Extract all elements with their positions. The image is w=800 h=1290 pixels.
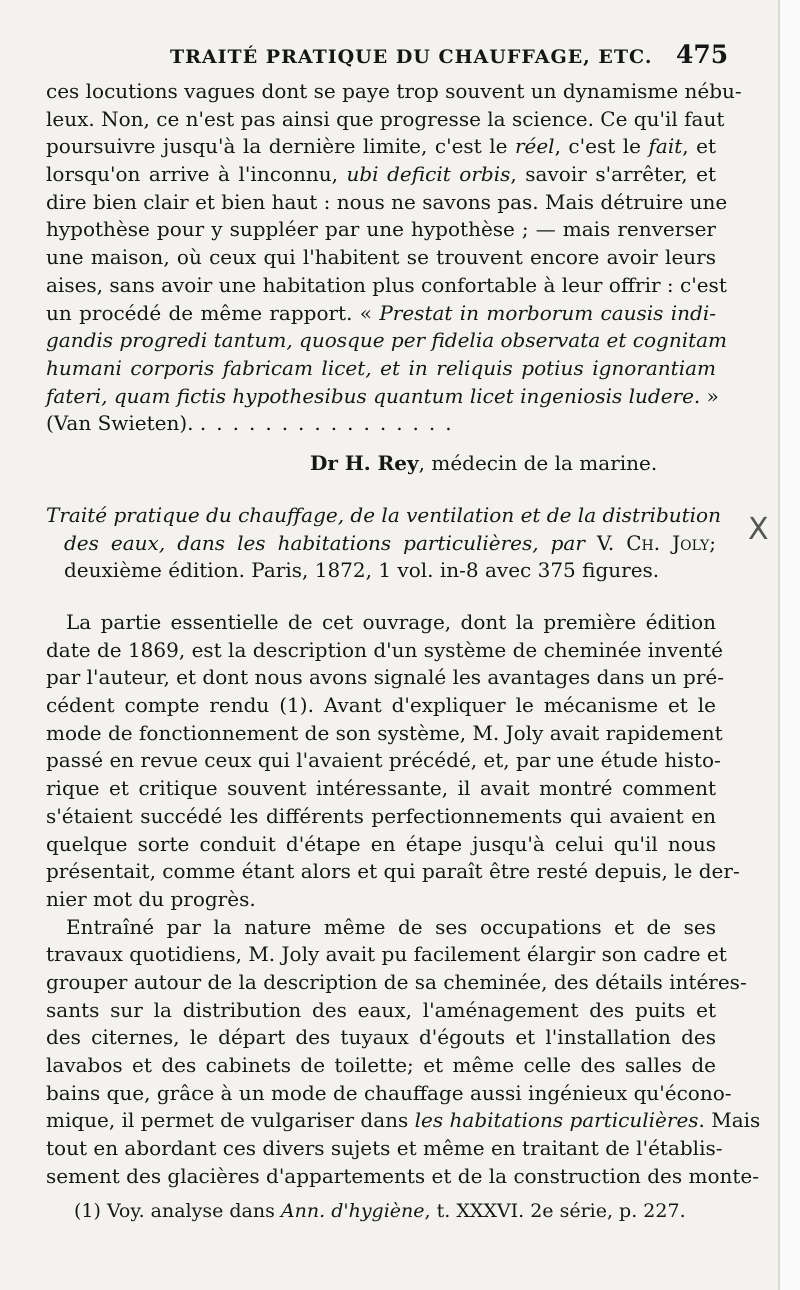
text-line: passé en revue ceux qui l'avaient précédé, et, par une étude histo- <box>46 748 721 773</box>
paragraph <box>46 914 761 1191</box>
book-edition: deuxième édition. Paris, 1872, 1 vol. in-8 avec 375 figures. <box>64 558 660 583</box>
italic-term: réel <box>514 134 555 159</box>
book-author: V. Ch. Joly <box>596 530 710 555</box>
italic-latin: ubi deficit orbis <box>346 162 511 187</box>
italic-term: les habitations particulières <box>414 1108 699 1133</box>
text-line: des citernes, le départ des tuyaux d'égouts et l'installation des <box>46 1025 716 1050</box>
text-line: mode de fonctionnement de son système, M. Joly avait rapidement <box>46 720 723 745</box>
text-line: travaux quotidiens, M. Joly avait pu facilement élargir son cadre et <box>46 942 727 967</box>
text-line: mique, il permet de vulgariser dans les habitations particulières. Mais <box>46 1108 761 1133</box>
journal-name: Ann. d'hygiène <box>280 1200 425 1222</box>
footnote: (1) Voy. analyse dans Ann. d'hygiène, t. XXXVI. 2e série, p. 227. <box>74 1200 686 1222</box>
running-title: TRAITÉ PRATIQUE DU CHAUFFAGE, ETC. <box>170 46 653 68</box>
text-line: aises, sans avoir une habitation plus confortable à leur offrir : c'est <box>46 272 727 297</box>
text-line: Entraîné par la nature même de ses occupations et de ses <box>66 914 716 939</box>
text-line: par l'auteur, et dont nous avons signalé les avantages dans un pré- <box>46 665 724 690</box>
text-line: date de 1869, est la description d'un système de cheminée inventé <box>46 637 723 662</box>
preceding-text <box>46 78 742 438</box>
book-title: Traité pratique du chauffage, de la ventilation et de la distribution <box>46 502 721 527</box>
book-title: des eaux, dans les habitations particulières, par V. Ch. Joly; <box>64 530 716 555</box>
text-line: sants sur la distribution des eaux, l'aménagement des puits et <box>46 997 716 1022</box>
italic-term: fait <box>648 134 683 159</box>
text-line: nier mot du progrès. <box>46 886 256 911</box>
text-line: poursuivre jusqu'à la dernière limite, c'est le réel, c'est le fait, et <box>46 134 716 159</box>
text-line: quelque sorte conduit d'étape en étape jusqu'à celui qu'il nous <box>46 831 716 856</box>
text-line: La partie essentielle de cet ouvrage, dont la première édition <box>66 610 716 634</box>
text-line: présentait, comme étant alors et qui paraît être resté depuis, le der- <box>46 859 740 884</box>
text-line: rique et critique souvent intéressante, il avait montré comment <box>46 776 716 801</box>
text-line: tout en abordant ces divers sujets et même en traitant de l'établis- <box>46 1136 723 1161</box>
page-number: 475 <box>676 40 729 69</box>
text-line: une maison, où ceux qui l'habitent se trouvent encore avoir leurs <box>46 245 716 270</box>
margin-cross-mark: X <box>748 512 769 547</box>
text-line: grouper autour de la description de sa cheminée, des détails intéres- <box>46 969 747 994</box>
text-line: lorsqu'on arrive à l'inconnu, ubi deficit orbis, savoir s'arrêter, et <box>46 162 716 187</box>
author-title: , médecin de la marine. <box>418 450 658 475</box>
text-line: lavabos et des cabinets de toilette; et même celle des salles de <box>46 1053 716 1077</box>
citation-line <box>46 410 716 438</box>
text-line: cédent compte rendu (1). Avant d'expliquer le mécanisme et le <box>46 693 716 718</box>
scan-margin <box>780 0 800 1290</box>
citation: (Van Swieten). <box>46 411 194 436</box>
text-line: sement des glacières d'appartements et de la construction des monte- <box>46 1163 759 1188</box>
text-line: un procédé de même rapport. « Prestat in morborum causis indi- <box>46 300 716 325</box>
text-line: bains que, grâce à un mode de chauffage aussi ingénieux qu'écono- <box>46 1080 732 1105</box>
book-reference <box>46 502 721 585</box>
page-text <box>46 78 761 1190</box>
paragraph <box>46 609 740 914</box>
latin-quote-line: humani corporis fabricam licet, et in reliquis potius ignorantiam <box>46 355 716 380</box>
text-line: s'étaient succédé les différents perfectionnements qui avaient en <box>46 803 716 828</box>
page-header <box>0 40 780 76</box>
text-line: dire bien clair et bien haut : nous ne savons pas. Mais détruire une <box>46 189 728 214</box>
text-line: ces locutions vagues dont se paye trop souvent un dynamisme nébu- <box>46 79 742 103</box>
latin-quote-line: gandis progredi tantum, quosque per fidelia observata et cognitam <box>46 328 728 353</box>
latin-quote-line: fateri, quam fictis hypothesibus quantum licet ingeniosis ludere. » <box>46 383 719 408</box>
text-line: leux. Non, ce n'est pas ainsi que progresse la science. Ce qu'il faut <box>46 106 725 131</box>
signature <box>46 448 716 478</box>
text-line: hypothèse pour y suppléer par une hypothèse ; — mais renverser <box>46 217 716 242</box>
author-name: Dr H. Rey <box>310 450 419 475</box>
latin-quote: Prestat in morborum causis indi- <box>379 300 716 325</box>
dotted-leader: ................ <box>199 411 462 436</box>
